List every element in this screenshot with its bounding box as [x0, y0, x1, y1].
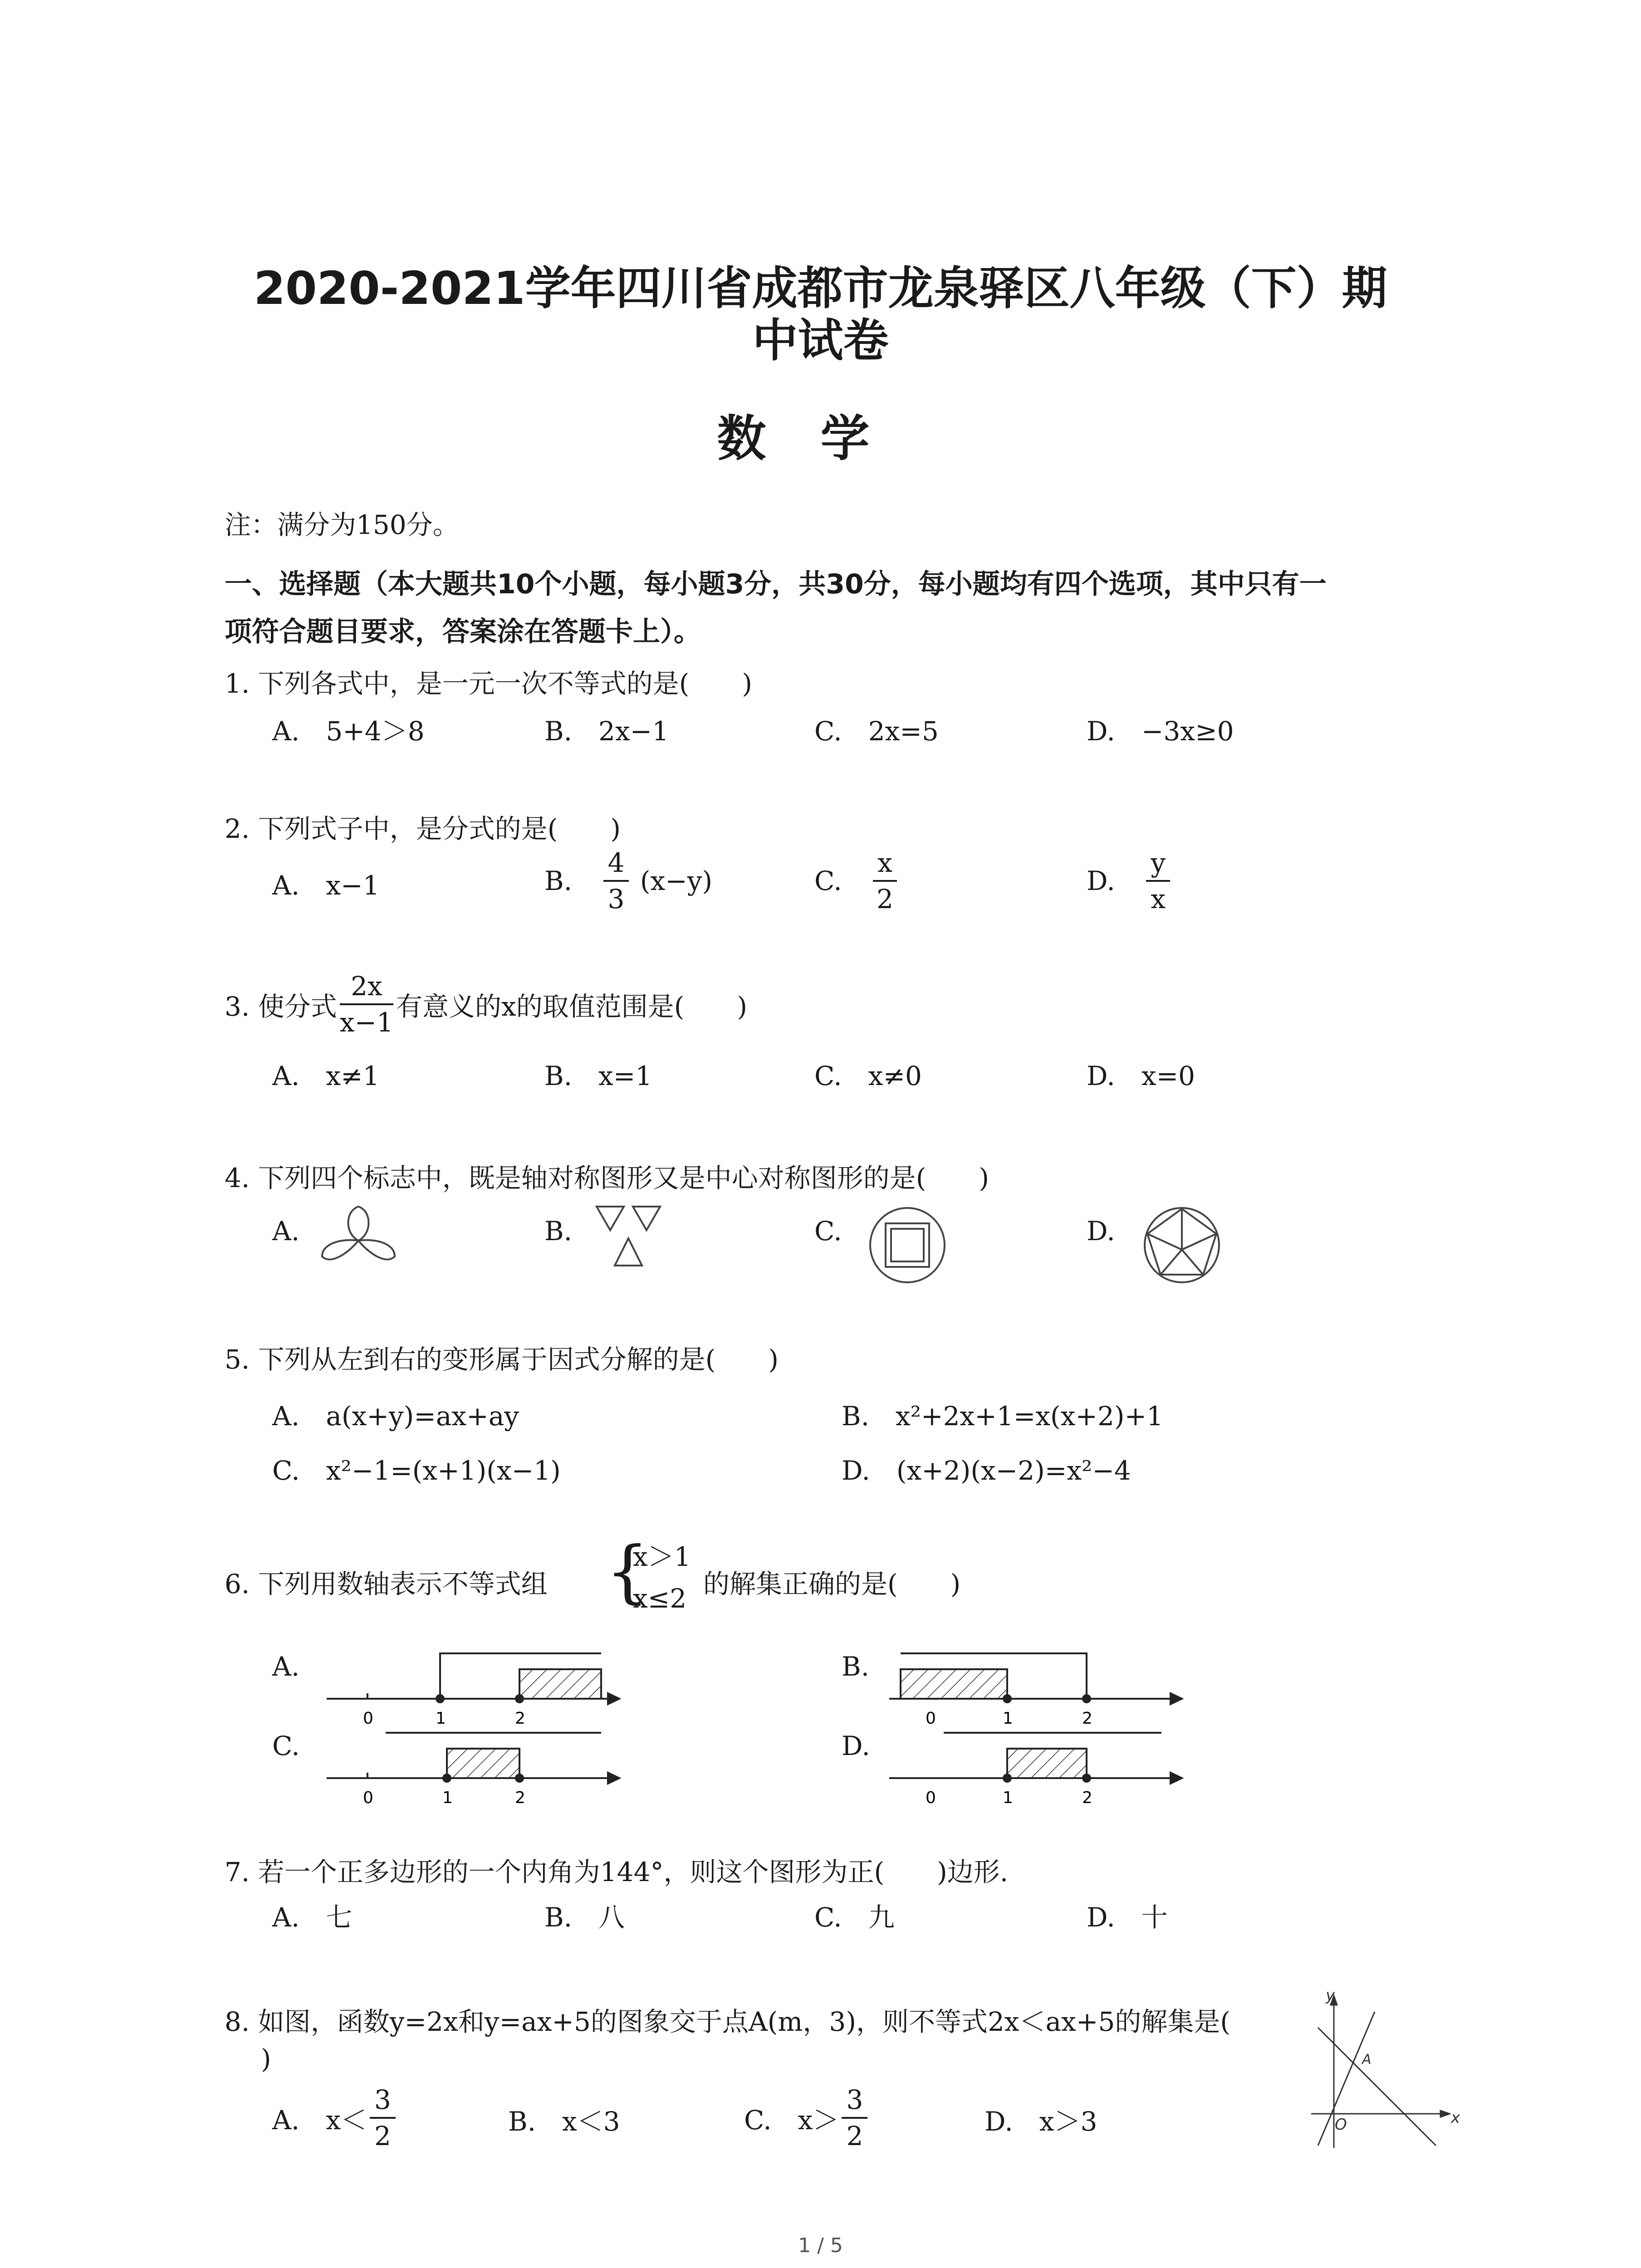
q8-fig-y-label: y [1326, 1991, 1335, 2004]
q6-option-a: A. [272, 1651, 300, 1682]
q6-a-tick-0: 0 [363, 1709, 373, 1728]
q1-option-b: B. 2x−1 [544, 716, 669, 747]
q8-c-fraction [842, 2084, 867, 2151]
q6-stem-pre: 6. 下列用数轴表示不等式组 [225, 1569, 548, 1599]
q3-option-c: C. x≠0 [814, 1061, 922, 1091]
q6-a-tick-2: 2 [515, 1709, 525, 1728]
q2-d-fraction [1146, 847, 1170, 914]
section-heading-line2: 项符合题目要求，答案涂在答题卡上）。 [225, 616, 701, 648]
q6-b-tick-2: 2 [1082, 1709, 1092, 1728]
q2-option-b-label: B. [544, 865, 573, 896]
q5-option-b: B. x²+2x+1=x(x+2)+1 [842, 1401, 1163, 1432]
q6-a-number-line [327, 1653, 619, 1704]
q6-system-line1: x＞1 [633, 1541, 691, 1572]
q8-option-a-text: A. x＜ [272, 2105, 367, 2136]
q4-option-b: B. [544, 1216, 573, 1246]
q6-a-tick-1: 1 [436, 1709, 446, 1728]
q6-d-number-line [889, 1733, 1182, 1784]
q7-option-a: A. 七 [272, 1902, 353, 1933]
q2-option-a: A. x−1 [272, 870, 380, 901]
section-heading-line1: 一、选择题（本大题共10个小题，每小题3分，共30分，每小题均有四个选项，其中只有一 [225, 568, 1327, 600]
q7-option-c: C. 九 [814, 1902, 895, 1933]
q6-option-d: D. [842, 1730, 870, 1761]
q6-option-c: C. [272, 1730, 300, 1761]
q5-option-c: C. x²−1=(x+1)(x−1) [272, 1455, 561, 1486]
q6-option-b: B. [842, 1651, 870, 1682]
q2-option-b [544, 847, 712, 914]
q2-b-denominator: 3 [607, 884, 625, 914]
q3-option-b: B. x=1 [544, 1061, 652, 1091]
q8-option-c-text: C. x＞ [744, 2105, 839, 2136]
q1-option-c: C. 2x=5 [814, 716, 939, 747]
q8-a-fraction [370, 2084, 396, 2151]
q6-b-tick-0: 0 [926, 1709, 936, 1728]
q7-stem: 7. 若一个正多边形的一个内角为144°，则这个图形为正( )边形. [225, 1857, 1009, 1887]
subject-title: 数学 [717, 411, 924, 467]
q3-stem-post: 有意义的x的取值范围是( ) [396, 991, 747, 1022]
q2-b-tail: (x−y) [640, 865, 713, 896]
q2-b-numerator: 4 [603, 847, 629, 882]
q3-denominator: x−1 [339, 1007, 393, 1038]
q7-option-d: D. 十 [1087, 1902, 1168, 1933]
q4-stem: 4. 下列四个标志中，既是轴对称图形又是中心对称图形的是( ) [225, 1163, 989, 1193]
q6-b-number-line [889, 1653, 1182, 1704]
q8-stem-line1: 8. 如图，函数y=2x和y=ax+5的图象交于点A(m，3)，则不等式2x＜ax+5的解集是( [225, 2006, 1230, 2037]
q2-c-fraction [873, 847, 897, 914]
q8-c-denominator: 2 [846, 2121, 863, 2151]
q8-option-b: B. x＜3 [508, 2106, 620, 2137]
q2-d-denominator: x [1151, 884, 1166, 914]
q3-fraction [340, 971, 393, 1038]
q6-brace: { [606, 1532, 649, 1611]
q6-b-tick-1: 1 [1003, 1709, 1013, 1728]
pentagon-in-circle-logo-icon [1141, 1204, 1223, 1286]
q8-option-d: D. x＞3 [985, 2106, 1097, 2137]
trefoil-logo-icon [318, 1202, 399, 1275]
q8-a-denominator: 2 [374, 2121, 391, 2151]
q8-a-numerator: 3 [370, 2084, 396, 2119]
q3-stem-pre: 3. 使分式 [225, 991, 337, 1022]
q5-option-a: A. a(x+y)=ax+ay [272, 1401, 519, 1432]
q2-c-numerator: x [873, 847, 897, 882]
q8-fig-point-a-label: A [1362, 2052, 1372, 2068]
doc-title-line2: 中试卷 [752, 314, 889, 367]
q2-b-fraction [603, 847, 629, 914]
square-in-circle-logo-icon [867, 1204, 948, 1286]
q8-option-c [744, 2084, 870, 2151]
q6-d-tick-1: 1 [1003, 1789, 1013, 1807]
q6-d-tick-2: 2 [1082, 1789, 1092, 1807]
q8-option-a [272, 2084, 398, 2151]
q6-c-tick-2: 2 [515, 1789, 525, 1807]
q4-option-a: A. [272, 1216, 300, 1246]
q7-option-b: B. 八 [544, 1902, 625, 1933]
q4-option-c: C. [814, 1216, 842, 1246]
q6-c-tick-0: 0 [363, 1789, 373, 1807]
q2-option-c [814, 847, 900, 914]
q2-stem: 2. 下列式子中，是分式的是( ) [225, 813, 621, 844]
q1-option-a: A. 5+4＞8 [272, 716, 425, 747]
q6-c-number-line [327, 1733, 619, 1784]
q2-option-d [1087, 847, 1173, 914]
q6-c-tick-1: 1 [442, 1789, 453, 1807]
q2-c-denominator: 2 [877, 884, 893, 914]
q1-stem: 1. 下列各式中，是一元一次不等式的是( ) [225, 668, 753, 699]
q3-numerator: 2x [340, 971, 393, 1005]
q3-option-d: D. x=0 [1087, 1061, 1195, 1091]
score-note: 注：满分为150分。 [225, 509, 459, 540]
q5-stem: 5. 下列从左到右的变形属于因式分解的是( ) [225, 1344, 779, 1375]
q6-d-tick-0: 0 [926, 1789, 936, 1807]
page-number: 1 / 5 [798, 2234, 843, 2257]
doc-title-line1: 2020-2021学年四川省成都市龙泉驿区八年级（下）期 [254, 262, 1387, 315]
q3-option-a: A. x≠1 [272, 1061, 380, 1091]
q3-stem [225, 971, 747, 1038]
q8-fig-x-label: x [1451, 2109, 1460, 2127]
q4-option-d: D. [1087, 1216, 1115, 1246]
q8-c-numerator: 3 [842, 2084, 867, 2119]
q6-system-line2: x≤2 [633, 1583, 687, 1614]
q2-option-d-label: D. [1087, 865, 1115, 896]
q1-option-d: D. −3x≥0 [1087, 716, 1234, 747]
q5-option-d: D. (x+2)(x−2)=x²−4 [842, 1455, 1131, 1486]
three-triangles-logo-icon [592, 1202, 665, 1275]
q2-option-c-label: C. [814, 865, 842, 896]
q8-stem-line2: ) [261, 2043, 271, 2074]
q8-fig-origin-label: O [1335, 2116, 1347, 2134]
q2-d-numerator: y [1146, 847, 1170, 882]
q8-graph-figure [1307, 1991, 1461, 2155]
q6-stem-post: 的解集正确的是( ) [703, 1569, 961, 1599]
